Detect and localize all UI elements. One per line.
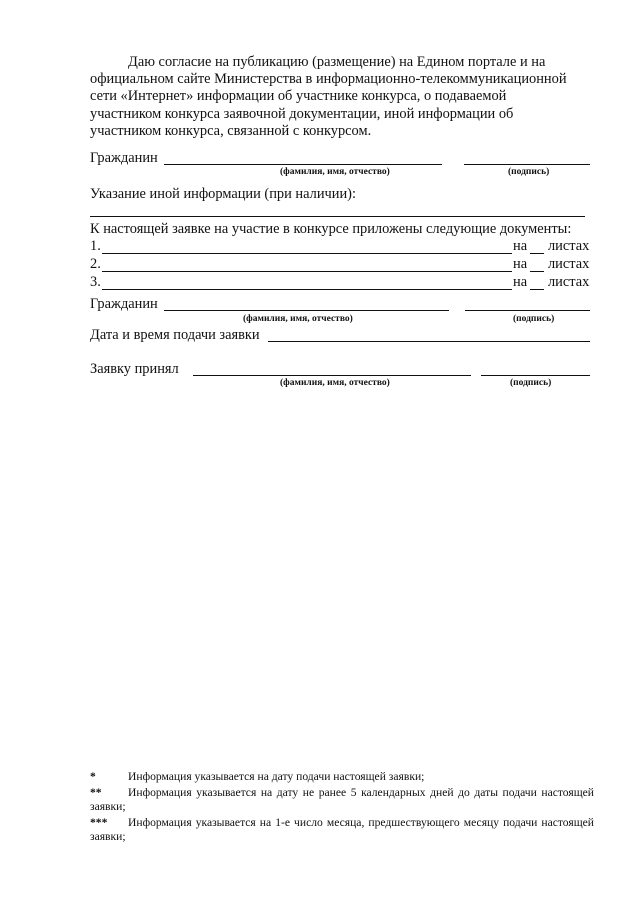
submission-label: Дата и время подачи заявки xyxy=(90,327,260,343)
other-info-line[interactable] xyxy=(90,216,585,217)
doc-na-3: на xyxy=(513,274,528,290)
doc-sheets-1: листах xyxy=(548,238,590,254)
attached-docs-label: К настоящей заявке на участие в конкурсе приложены следующие документы: xyxy=(90,221,572,237)
consent-line-4: участником конкурса заявочной документации, иной информации об xyxy=(90,105,514,122)
doc-num-3: 3. xyxy=(90,274,101,290)
other-info-label: Указание иной информации (при наличии): xyxy=(90,186,356,202)
citizen-label: Гражданин xyxy=(90,150,158,166)
signature-caption-3: (подпись) xyxy=(510,378,552,388)
citizen-fio-line[interactable] xyxy=(164,164,442,165)
consent-line-1: Даю согласие на публикацию (размещение) на Едином портале и на xyxy=(128,54,546,70)
doc-sheets-count-1[interactable] xyxy=(530,253,544,254)
accepted-signature-line[interactable] xyxy=(481,375,590,376)
doc-sheets-2: листах xyxy=(548,256,590,272)
consent-line-2: официальном сайте Министерства в информационно-телекоммуникационной xyxy=(90,71,567,88)
doc-line-3[interactable] xyxy=(102,289,512,290)
doc-line-1[interactable] xyxy=(102,253,512,254)
footnote-mark-1: * xyxy=(90,770,96,783)
footnote-mark-2: ** xyxy=(90,786,102,799)
footnote-2 xyxy=(90,786,594,814)
consent-line-5: участником конкурса, связанной с конкурсом. xyxy=(90,122,372,139)
accepted-fio-line[interactable] xyxy=(193,375,471,376)
doc-na-1: на xyxy=(513,238,528,254)
signature-caption: (подпись) xyxy=(508,167,550,177)
doc-sheets-count-2[interactable] xyxy=(530,271,544,272)
footnote-text-3: Информация указывается на 1-е число месяца, предшествующего месяцу подачи настоящей заявки; xyxy=(90,816,594,843)
citizen-fio-line-2[interactable] xyxy=(164,310,449,311)
accepted-label: Заявку принял xyxy=(90,361,179,377)
doc-num-2: 2. xyxy=(90,256,101,272)
fio-caption-3: (фамилия, имя, отчество) xyxy=(280,378,390,388)
consent-paragraph xyxy=(90,54,590,140)
footnote-mark-3: *** xyxy=(90,816,108,829)
doc-na-2: на xyxy=(513,256,528,272)
citizen-signature-line-2[interactable] xyxy=(465,310,590,311)
doc-sheets-3: листах xyxy=(548,274,590,290)
citizen-label-2: Гражданин xyxy=(90,296,158,312)
footnote-text-2: Информация указывается на дату не ранее 5 календарных дней до даты подачи настоящей заявки; xyxy=(90,786,594,813)
doc-sheets-count-3[interactable] xyxy=(530,289,544,290)
fio-caption-2: (фамилия, имя, отчество) xyxy=(243,314,353,324)
footnote-1 xyxy=(90,770,594,784)
submission-datetime-line[interactable] xyxy=(268,341,590,342)
consent-line-3: сети «Интернет» информации об участнике конкурса, о подаваемой xyxy=(90,88,507,105)
signature-caption-2: (подпись) xyxy=(513,314,555,324)
footnote-text-1: Информация указывается на дату подачи настоящей заявки; xyxy=(128,770,425,783)
doc-line-2[interactable] xyxy=(102,271,512,272)
doc-num-1: 1. xyxy=(90,238,101,254)
fio-caption: (фамилия, имя, отчество) xyxy=(280,167,390,177)
citizen-signature-line[interactable] xyxy=(464,164,590,165)
footnote-3 xyxy=(90,816,594,844)
